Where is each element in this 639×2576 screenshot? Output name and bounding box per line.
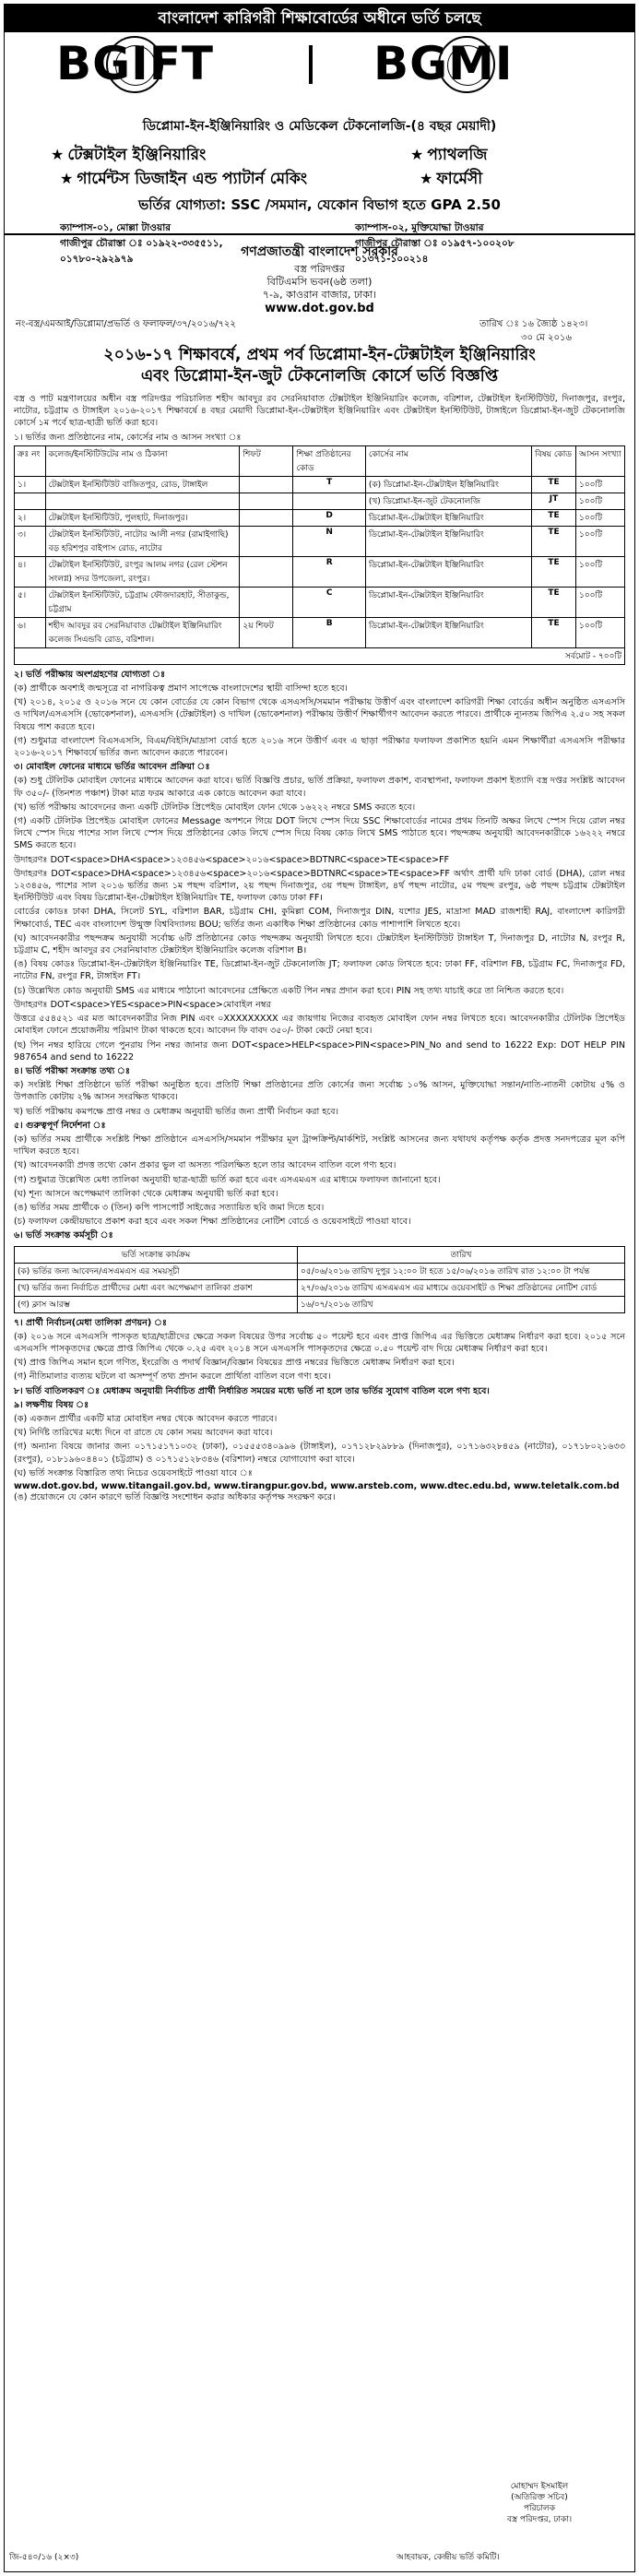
notice-title: ২০১৬-১৭ শিক্ষাবর্ষে, প্রথম পর্ব ডিপ্লোমা-ইন-টেক্সটাইল ইঞ্জিনিয়ারিং এবং ডিপ্লোমা-ইন-জুট টেকনোলজি কোর্সে ভর্তি বিজ্ঞপ্তি <box>103 346 536 386</box>
table-cell: TE <box>532 587 576 617</box>
star-icon: ★ <box>420 170 433 187</box>
website-link[interactable]: www.dot.gov.bd <box>265 302 374 315</box>
section-paragraph: (ঙ) ভর্তির সময় প্রার্থীকে ৩ (তিন) কপি পাসপোর্ট সাইজের সত্যায়িত ছবি জমা দিতে হবে। <box>14 1202 325 1213</box>
course-item: ★ টেক্সটাইল ইঞ্জিনিয়ারিং <box>51 146 207 164</box>
section-paragraph: (খ) ২০১৪, ২০১৫ ও ২০১৬ সনে যে কোন বোর্ডের যে কোন বিভাগ থেকে এসএসসি/সমমান পরীক্ষায় উত্তীর্ণ এবং বাংলাদেশ কারিগরী শিক্ষা বোর্ডের অধীন অনুষ্ঠিত এসএসসি ও দাখিল/এসএসসি (ভোকেশনাল), এসএসসি (টেক্সটাইল) ও দাখিল (ভোকেশনাল) পরীক্ষায় উত্তীর্ণ শিক্ষার্থীগণ আবেদন করতে পারবে। প্রার্থীকে ন্যূনতম জিপিএ ২.৫০ সহ সকল বিষয়ে পাশ করতে হবে। <box>14 697 625 732</box>
section-paragraph: (খ) প্রাপ্ত জিপিএ সমান হলে গণিত, ইংরেজি ও পদার্থ বিজ্ঞান/বিজ্ঞান বিষয়ের প্রাপ্ত নম্বরের ভিত্তিতে মেধাক্রম নির্ধারণ করা হবে। <box>14 1358 455 1369</box>
section-paragraph: (চ) উল্লেখিত কোড অনুযায়ী SMS এর মাধ্যমে পাঠানো আবেদনের প্রেক্ষিতে একটি পিন নম্বর প্রদান করা হবে। PIN সহ তথ্য যাচাই করে তা নিশ্চিত করতে হবে। <box>14 985 564 996</box>
table-cell: ১০০টি <box>575 476 624 493</box>
table-cell: (ক) ডিপ্লোমা-ইন-টেক্সটাইল ইঞ্জিনিয়ারিং <box>365 476 531 493</box>
office-address: ৭-৯, কাওরান বাজার, ঢাকা। <box>262 289 377 301</box>
table-cell: ১০০টি <box>575 587 624 617</box>
qualification-line: ভর্তির যোগ্যতা: SSC /সমমান, যেকোন বিভাগ হতে GPA 2.50 <box>138 196 501 213</box>
table-row <box>15 1263 625 1279</box>
section-paragraph: উদাহরণঃ DOT<space>YES<space>PIN<space>মোবাইল নম্বর <box>14 999 271 1010</box>
table-cell: ১০০টি <box>575 526 624 556</box>
table-cell: R <box>293 556 365 587</box>
table-row <box>15 587 625 617</box>
campus-1: ক্যাম্পাস-০১, মোল্লা টাওয়ার গাজীপুর চৌরাস্তা ঃ ০১৯২২-৩৩৫৫১১, ০১৭৮০-২৯২৯৭৯ <box>60 222 223 265</box>
table-cell: ১০০টি <box>575 493 624 509</box>
table-row <box>15 476 625 493</box>
gov-name: গণপ্রজাতন্ত্রী বাংলাদেশ সরকার <box>241 244 398 259</box>
table-cell: ২য় শিফট <box>240 617 293 647</box>
table-cell <box>240 556 293 587</box>
date-en: ৩০ মে ২০১৬ <box>521 333 572 343</box>
table-cell: ৩। <box>15 526 46 556</box>
brand-bgmi: BGMI <box>373 37 514 90</box>
table-cell: TE <box>532 476 576 493</box>
section-paragraph: উদাহরণঃ DOT<space>DHA<space>১২৩৪৫৬<space>২০১৬<space>BDTNRC<space>TE<space>FF অর্থাৎ প্রার্থী যদি ঢাকা বোর্ড (DHA), রোল নম্বর ১২৩৪৫৬, পাশের সাল ২০১৬ ভর্তির জন্য ১ম পছন্দ বরিশাল, ২য় পছন্দ দিনাজপুর, ৩য় পছন্দ টাঙ্গাইল, ৪র্থ পছন্দ নাটোর, ৫ম পছন্দ রংপুর, ৬ষ্ঠ পছন্দ চট্টগ্রাম টেক্সটাইল ইনস্টিটিউট এবং বিষয় ডিপ্লোমা-ইন-টেক্সটাইল ইঞ্জিনিয়ারিং TE, ফলাফল কোড ঢাকা FF। <box>14 868 625 904</box>
table-row <box>15 617 625 647</box>
table-cell: TE <box>532 509 576 526</box>
section-paragraph: খ) ভর্তি পরীক্ষায় কমপক্ষে প্রাপ্ত নম্বর ও মেধাক্রম অনুযায়ী ভর্তির জন্য প্রার্থী নির্বাচন করা হবে। <box>14 1106 339 1117</box>
brand-divider <box>309 45 313 84</box>
table-cell: ১৬/০৭/২০১৬ তারিখ <box>298 1296 625 1312</box>
office-building: বিটিএমসি ভবন(৬ষ্ঠ তলা) <box>266 276 373 288</box>
table-cell: TE <box>532 556 576 587</box>
table-cell: ডিপ্লোমা-ইন-টেক্সটাইল ইঞ্জিনিয়ারিং <box>365 509 531 526</box>
table-cell: N <box>293 526 365 556</box>
table-cell: JT <box>532 493 576 509</box>
table-cell <box>240 526 293 556</box>
table-cell <box>240 493 293 509</box>
course-list <box>5 137 634 195</box>
section-paragraph: উদাহরণঃ DOT<space>DHA<space>১২৩৪৫৬<space>২০১৬<space>BDTNRC<space>TE<space>FF <box>14 854 450 865</box>
table-cell: শহীদ আবদুর রব সেরনিয়াবাত টেক্সটাইল ইঞ্জিনিয়ারিং কলেজ সিএন্ডবি রোড, বরিশাল। <box>45 617 240 647</box>
table-cell: ১০০টি <box>575 509 624 526</box>
table-cell <box>45 493 240 509</box>
department-name: বস্ত্র পরিদপ্তর <box>294 263 345 275</box>
website-links[interactable]: www.dot.gov.bd, www.titangail.gov.bd, www.tirangpur.gov.bd, www.arsteb.com, www.dtec.edu.bd, www.teletalk.com.bd <box>14 1480 620 1491</box>
table-cell: ১। <box>15 476 46 493</box>
footer-code: জি-৫৪০/১৬ (২×৩) <box>9 2553 79 2562</box>
table-cell: (ক) ভর্তির জন্য আবেদন/এসএমএস এর সময়সূচী <box>15 1263 298 1279</box>
schedule-table <box>14 1246 625 1313</box>
table-cell: TE <box>532 617 576 647</box>
table-cell: ১০০টি <box>575 617 624 647</box>
table-cell: ডিপ্লোমা-ইন-টেক্সটাইল ইঞ্জিনিয়ারিং <box>365 617 531 647</box>
section-paragraph: (গ) শুধুমাত্র বাংলাদেশ বিএসএসসি, বিএম/বিইসি/মাদ্রাসা বোর্ড হতে ২০১৬ সনে উত্তীর্ণ এবং এ ছাড়া পরীক্ষার ফলাফল প্রকাশিত হয়নি এমন শিক্ষার্থীরা এসএসসি পরীক্ষার ২০১৬-২০১৭ শিক্ষাবর্ষে ভর্তির জন্য আবেদন করতে পারবেন। <box>14 735 625 759</box>
section-paragraph: (ক) একজন প্রার্থীর একটি মাত্র মোবাইল নম্বর থেকে আবেদন করতে পারবে। <box>14 1413 278 1424</box>
table-cell: টেক্সটাইল ইনস্টিটিউট বাজিতপুর, রোড, টাঙ্গাইল <box>45 476 240 493</box>
section-paragraph: (ঙ) বিষয় কোডঃ ডিপ্লোমা-ইন-টেক্সটাইল ইঞ্জিনিয়ারিং TE, ডিপ্লোমা-ইন-জুট টেকনোলজি JT; ফলাফল কোড লিখতে হবে: ঢাকা FF, বরিশাল FB, চট্টগ্রাম FC, দিনাজপুর FD, নাটোর FN, রংপুর FR, টাঙ্গাইল FT। <box>14 959 625 982</box>
section-paragraph: ৮। ভর্তি বাতিলকরণ ঃ মেধাক্রম অনুযায়ী নির্বাচিত প্রার্থী নির্ধারিত সময়ের মধ্যে ভর্তি না হলে তার ভর্তির সুযোগ বাতিল বলে গণ্য হবে। <box>14 1385 490 1396</box>
campus-2: ক্যাম্পাস-০২, মুক্তিযোদ্ধা টাওয়ার গাজীপুর চৌরাস্তা ঃ ০১৯৫৭-১০০২০৮ ০১৩৭১-১০০২১৪ <box>355 222 515 265</box>
section-paragraph: ৯। লক্ষণীয় বিষয় ঃ <box>14 1399 89 1410</box>
selection-sections <box>5 1317 634 1479</box>
program-line: ডিপ্লোমা-ইন-ইঞ্জিনিয়ারিং ও মেডিকেল টেকনোলজি-(৪ বছর মেয়াদী) <box>142 119 497 134</box>
ad-banner: বাংলাদেশ কারিগরী শিক্ষাবোর্ডের অধীনে ভর্তি চলছে <box>5 5 634 32</box>
section-paragraph: (গ) নীতিমালার ব্যত্যয় ঘটলে বা অসম্পূর্ণ তথ্য প্রদান করলে প্রার্থিতা বাতিল বলে গণ্য হবে। <box>14 1371 331 1383</box>
section-paragraph: ৪। ভর্তি পরীক্ষা সংক্রান্ত তথ্য ঃ <box>14 1065 131 1076</box>
table-row <box>15 526 625 556</box>
section-paragraph: (ঘ) শূন্য আসনে অপেক্ষমাণ তালিকা থেকে মেধাক্রম অনুযায়ী ভর্তি করা হবে। <box>14 1188 278 1199</box>
table-header-row: ক্রঃ নং কলেজ/ইনস্টিটিউটের নাম ও ঠিকানা শিফট শিক্ষা প্রতিষ্ঠানের কোড কোর্সের নাম বিষয় কোড আসন সংখ্যা <box>15 445 625 476</box>
final-note: (ঙ) প্রয়োজনে যে কোন কারণে ভর্তি বিজ্ঞপ্তি সংশোধন করার অধিকার কর্তৃপক্ষ সংরক্ষণ করে। <box>14 1491 336 1502</box>
table-cell: (গ) ক্লাস আরম্ভ <box>15 1296 298 1312</box>
signature-block: মোহাম্মদ ইসমাইল (অতিরিক্ত সচিব) পরিচালক বস্ত্র পরিদপ্তর, ঢাকা। <box>506 2482 573 2524</box>
section-paragraph: (ক) ভর্তির সময় প্রার্থীকে সংশ্লিষ্ট শিক্ষা প্রতিষ্ঠানে এসএসসি/সমমান পরীক্ষার মূল ট্রান্সক্রিপ্ট/মার্কশিট, সংশ্লিষ্ট আসনের জন্য যথাযথ কর্তৃপক্ষ কর্তৃক প্রদত্ত সনদপত্রের মূল কপি দাখিল করতে হবে। <box>14 1134 625 1157</box>
table-row <box>15 1279 625 1296</box>
section-paragraph: ৭। প্রার্থী নির্বাচন(মেধা তালিকা প্রণয়ন) ঃ <box>14 1317 168 1328</box>
brand-bgift: BGIFT <box>56 37 215 90</box>
table-cell: C <box>293 587 365 617</box>
course-item: ★ প্যাথলজি <box>410 146 488 164</box>
section-paragraph: (ক) ২০১৬ সনে এসএসসি পাসকৃত ছাত্র/ছাত্রীদের ক্ষেত্রে সকল বিষয়ের উপর সর্বোচ্চ ৫০ পয়েন্ট হবে এবং প্রাপ্ত জিপিএ এর ভিত্তিতে মেধাক্রম নির্ধারণ করা হবে। ২০১৫ সনে এসএসসি পাসকৃতদের ক্ষেত্রে প্রাপ্ত জিপিএ থেকে ০.২৫ এবং ২০১৪ সনে এসএসসি পাসকৃতদের ক্ষেত্রে ০.৫০ পয়েন্ট বাদ দিয়ে মেধাক্রম নির্ধারণ করা হবে। <box>14 1331 625 1354</box>
table-cell: ২৭/০৬/২০১৬ তারিখ এসএমএস এর মাধ্যমে ওয়েবসাইট ও শিক্ষা প্রতিষ্ঠানের নোটিশ বোর্ড <box>298 1279 625 1296</box>
table-cell: টেক্সটাইল ইনস্টিটিউট, রংপুর আলম নগর (রেল স্টেশন সংলগ্ন) সদর উপজেলা, রংপুর। <box>45 556 240 587</box>
table-cell: B <box>293 617 365 647</box>
table-cell <box>293 493 365 509</box>
table-cell: ৫। <box>15 587 46 617</box>
course-item: ★ ফার্মেসী <box>420 170 483 188</box>
memo-number: নং-বস্ত্র/এমআই/ডিপ্লোমা/প্রভর্তি ও ফলাফল/৩৭/২০১৬/৭২২ <box>16 319 236 329</box>
table-cell <box>240 509 293 526</box>
table-row <box>15 493 625 509</box>
table-header-row: ভর্তি সংক্রান্ত কার্যক্রম তারিখ <box>15 1246 625 1263</box>
section-paragraph: (ঘ) ভর্তি সংক্রান্ত বিস্তারিত তথ্য নিচের ওয়েবসাইটে পাওয়া যাবে ঃ <box>14 1467 253 1478</box>
table-row <box>15 509 625 526</box>
table-cell: ডিপ্লোমা-ইন-টেক্সটাইল ইঞ্জিনিয়ারিং <box>365 556 531 587</box>
campus-contacts <box>5 221 634 266</box>
rules-sections <box>5 669 634 1242</box>
table-cell: TE <box>532 526 576 556</box>
section-paragraph: (ক) শুধু টেলিটক মোবাইল ফোনের মাধ্যমে আবেদন করা যাবে। ভর্তি বিজ্ঞপ্তি প্রচার, ভর্তি প্রক্রিয়া, ফলাফল প্রকাশ, ব্যবস্থাপনা, ফলাফল প্রকাশ ইত্যাদি বস্ত্র দপ্তর সংশ্লিষ্ট আবেদন ফি ৩৫০/- (তিনশত পঞ্চাশ) টাকা মাত্র ফরম আকারে এক কোডে আবেদন করা যাবে। <box>14 776 625 799</box>
table-cell <box>240 476 293 493</box>
table-cell: ৬। <box>15 617 46 647</box>
table-cell <box>240 587 293 617</box>
section-paragraph: (গ) শুধুমাত্র উল্লেখিত মেধা তালিকা অনুযায়ী ছাত্র-ছাত্রী ভর্তি করা হবে এবং এসএমএস এর মাধ্যমে ফলাফল জানানো হবে। <box>14 1174 441 1185</box>
reference-row <box>5 315 634 345</box>
date-bn: তারিখ ঃ ১৬ জ্যৈষ্ঠ ১৪২৩। <box>479 319 588 329</box>
table-row <box>15 556 625 587</box>
section-paragraph: ৬। ভর্তি সংক্রান্ত কর্মসূচী ঃ <box>14 1230 113 1241</box>
section-paragraph: (খ) নির্দিষ্ট তারিখের মধ্যে দিনে বা রাতে যে কোন সময় আবেদন করা যাবে। <box>14 1428 273 1439</box>
table-cell: ০৫/০৬/২০১৬ তারিখ দুপুর ১২:০০ টা হতে ১৫/০৬/২০১৬ তারিখ রাত ১২:০০ টা পর্যন্ত <box>298 1263 625 1279</box>
table-cell <box>15 493 46 509</box>
section-paragraph: বোর্ডের কোডঃ ঢাকা DHA, সিলেট SYL, বরিশাল BAR, চট্টগ্রাম CHI, কুমিল্লা COM, দিনাজপুর DIN, যশোর JES, মাদ্রাসা MAD রাজশাহী RAJ, বাংলাদেশ কারিগরী শিক্ষাবোর্ড, TEC এবং বাংলাদেশ উন্মুক্ত বিশ্ববিদ্যালয় BOU; ভর্তির জন্য একাধিক শিক্ষা প্রতিষ্ঠানের কোড পাশাপাশি লিখতে হবে। <box>14 907 625 930</box>
section-paragraph: (খ) আবেদনকারী প্রদত্ত তথ্যে কোন প্রকার ভুল বা অসত্য পরিলক্ষিত হলে তার আবেদন বাতিল বলে গণ্য হবে। <box>14 1160 396 1171</box>
footer-committee: আহবায়ক, কেন্দ্রীয় ভর্তি কমিটি। <box>396 2553 500 2562</box>
table-cell: (খ) ডিপ্লোমা-ইন-জুট টেকনোলজি <box>365 493 531 509</box>
section-paragraph: (খ) ভর্তি পরীক্ষায় আবেদনের জন্য একটি টেলিটক প্রিপেইড মোবাইল ফোন থেকে ১৬২২২ নম্বরে SMS করতে হবে। <box>14 801 416 813</box>
table-cell: টেক্সটাইল ইনস্টিটিউট, চট্টগ্রাম ফৌজদারহাট, সীতাকুন্ড, চট্টগ্রাম <box>45 587 240 617</box>
table-cell: (খ) ভর্তির জন্য নির্বাচিত প্রার্থীদের মেধা এবং অপেক্ষমাণ তালিকা প্রকাশ <box>15 1279 298 1296</box>
section-paragraph: (ক) প্রার্থীকে অবশ্যই জন্মসূত্রে বা নাগরিকত্ব প্রমাণ সাপেক্ষে বাংলাদেশের স্থায়ী বাসিন্দা হতে হবে। <box>14 683 348 694</box>
table-cell: T <box>293 476 365 493</box>
table-cell: টেক্সটাইল ইনস্টিটিউট, নাটোর আলী নগর (রামাইগাছি) বড় হরিশপুর বাইপাস রোড, নাটোর <box>45 526 240 556</box>
section-paragraph: (গ) অন্যান্য বিষয়ে জানার জন্য ০১৭১৫১৭১০৩২ (ঢাকা), ০১৫৫৫৩৪০৯৯৬ (টাঙ্গাইল), ০১৭১২৮২৯৮৮৯ (দিনাজপুর), ০১৭১৬৩২৮৪৫৯ (নাটোর), ০১৭১৮০২১৬৩৩ (রংপুর), ০১৮১৯৬০৪৪০১ (চট্টগ্রাম) ও ০১৭১৫১২৮৩৪৬ (বরিশাল) নম্বরে যোগাযোগ করা যাবে। <box>14 1442 625 1465</box>
table-total-row: সর্বমোট - ৭০০টি <box>15 647 625 664</box>
table-cell: ডিপ্লোমা-ইন-টেক্সটাইল ইঞ্জিনিয়ারিং <box>365 587 531 617</box>
table-cell: টেক্সটাইল ইনস্টিটিউট, পুলহাট, দিনাজপুর। <box>45 509 240 526</box>
section-paragraph: (গ) একটি টেলিটক প্রিপেইড মোবাইল ফোনের Message অপশনে গিয়ে DOT লিখে স্পেস দিয়ে SSC শিক্ষাবোর্ডের নামের প্রথম তিনটি অক্ষর লিখে স্পেস দিয়ে রোল নম্বর লিখে স্পেস দিয়ে পাশের সাল লিখে স্পেস দিয়ে প্রতিষ্ঠানের কোড লিখে স্পেস দিয়ে বিষয় কোড লিখে SMS পাঠাতে হবে। পছন্দক্রম অনুযায়ী আবেদনকারীকে ১৬২২২ নম্বরে SMS করতে হবে। <box>14 816 625 851</box>
section-paragraph: (চ) ফলাফল কেন্দ্রীয়ভাবে প্রকাশ করা হবে এবং সকল শিক্ষা প্রতিষ্ঠানের নোটিশ বোর্ডে ও ওয়েবসাইটে পাওয়া যাবে। <box>14 1217 411 1228</box>
star-icon: ★ <box>60 170 74 187</box>
section-paragraph: (ঘ) আবেদনকারীর পছন্দক্রম অনুযায়ী সর্বোচ্চ ৬টি প্রতিষ্ঠানের কোড পছন্দক্রম অনুযায়ী লিখতে হবে। টেক্সটাইল ইনস্টিটিউট টাঙ্গাইল T, দিনাজপুর D, নাটোর N, রংপুর R, চট্টগ্রাম C, শহীদ আবদুর রব সেরনিয়াবাত টেক্সটাইল ইঞ্জিনিয়ারিং কলেজ বরিশাল B। <box>14 932 625 956</box>
section-paragraph: (ছ) পিন নম্বর হারিয়ে গেলে পুনরায় পিন নম্বর জানার জন্য DOT<space>HELP<space>PIN<space>PIN_No and send to 16222 Exp: DOT HELP PIN 987654 and send to 16222 <box>14 1039 625 1062</box>
institution-table <box>14 445 625 665</box>
intro-paragraph: বস্ত্র ও পাট মন্ত্রণালয়ের অধীন বস্ত্র পরিদপ্তর পরিচালিত শহীদ আবদুর রব সেরনিয়াবাত টেক্সটাইল ইঞ্জিনিয়ারিং কলেজ, বরিশাল, টেক্সটাইল ইনস্টিটিউট, দিনাজপুর, রংপুর, নাটোর, চট্টগ্রাম ও টাঙ্গাইল ২০১৬-২০১৭ শিক্ষাবর্ষে ৪ বছর মেয়াদী ডিপ্লোমা-ইন-টেক্সটাইল ইঞ্জিনিয়ারিং এবং টেক্সটাইল ইনস্টিটিউট, টাঙ্গাইলে ডিপ্লোমা-ইন-জুট টেকনোলজি কোর্সে ১ম পর্বে ছাত্র-ছাত্রী ভর্তি করা হবে। ১। ভর্তির জন্য প্রতিষ্ঠানের নাম, কোর্সের নাম ও আসন সংখ্যা ঃ <box>14 394 625 443</box>
table-cell: ডিপ্লোমা-ইন-টেক্সটাইল ইঞ্জিনিয়ারিং <box>365 526 531 556</box>
table-cell: D <box>293 509 365 526</box>
section-paragraph: ২। ভর্তি পরীক্ষায় অংশগ্রহণের যোগ্যতা ঃ <box>14 669 166 680</box>
section-paragraph: উত্তরে ৫৫৪৫২১ এর মত আবেদনকারীর নিজ PIN এবং ০XXXXXXXXX এর জায়গায় নিজের ব্যবহৃত মোবাইল ফোন নম্বর লিখতে হবে। আবেদনকারীর টেলিটক প্রিপেইড মোবাইল ফোনে প্রয়োজনীয় পরিমাণ টাকা থাকতে হবে। আবেদন ফি বাবদ ৩৫০/- টাকা কেটে নেয়া হবে। <box>14 1014 625 1037</box>
table-row <box>15 1296 625 1312</box>
star-icon: ★ <box>51 146 65 163</box>
star-icon: ★ <box>410 146 424 163</box>
document-page <box>4 4 635 2572</box>
table-cell: ২। <box>15 509 46 526</box>
table-cell: ১০০টি <box>575 556 624 587</box>
section-paragraph: ৫। গুরুত্বপূর্ণ নির্দেশনা ঃ <box>14 1120 106 1131</box>
table-cell: ৪। <box>15 556 46 587</box>
section-paragraph: ৩। মোবাইল ফোনের মাধ্যমে ভর্তির আবেদন প্রক্রিয়া ঃ <box>14 762 210 773</box>
section-paragraph: ক) সংশ্লিষ্ট শিক্ষা প্রতিষ্ঠানে ভর্তি পরীক্ষা অনুষ্ঠিত হবে। প্রতিটি শিক্ষা প্রতিষ্ঠানের প্রতি কোর্সের জন্য সর্বোচ্চ ১০% আসন, মুক্তিযোদ্ধা সন্তান/নাতি-নাতনী কোটায় ৫% ও উপজাতি কোটায় ২% আসন সংরক্ষিত থাকবে। <box>14 1080 625 1103</box>
course-item: ★ গার্মেন্টস ডিজাইন এন্ড প্যাটার্ন মেকিং <box>60 170 308 188</box>
